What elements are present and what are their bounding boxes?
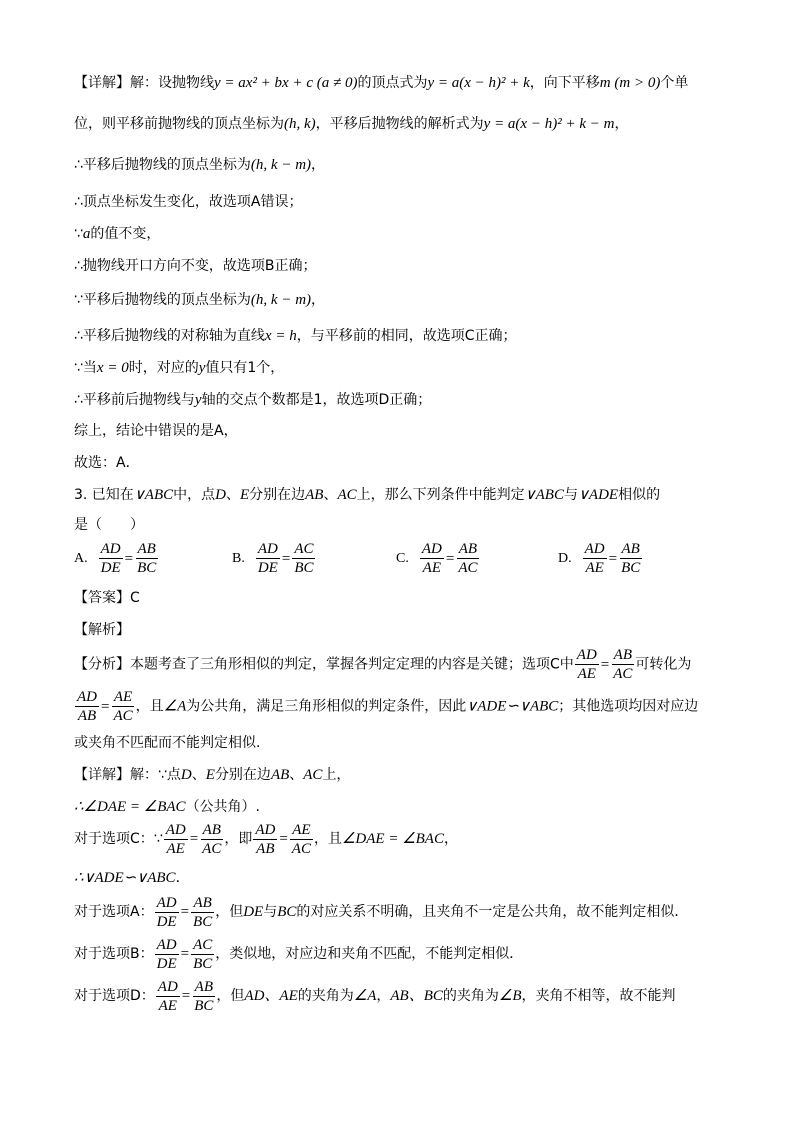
math-vertex-form: y = a(x − h)² + k bbox=[427, 75, 530, 91]
fraction: $\frac{AC}{BC}$ bbox=[294, 541, 314, 576]
math-similar: ∴∨ADE∽∨ABC bbox=[74, 870, 176, 886]
text: ∴平移前后抛物线与 bbox=[74, 392, 195, 408]
text: ∵当 bbox=[74, 360, 97, 376]
text: ，平移后抛物线的解析式为 bbox=[315, 116, 484, 132]
option-a: A. $\frac{AD}{DE}$ = $\frac{AB}{BC}$ bbox=[74, 541, 157, 576]
analysis-line-2: $\frac{AD}{AB}$ = $\frac{AE}{AC}$ ，且∠A为公共角，满足三角形相似的判定条件，因此∨ADE∽∨ABC；其他选项均因对应边 bbox=[77, 689, 699, 724]
text: （公共角）. bbox=[185, 799, 261, 815]
text: 上，那么下列条件中能判定 bbox=[356, 487, 525, 503]
text: 的夹角为 bbox=[442, 988, 499, 1004]
math-parabola: y = ax² + bx + c (a ≠ 0) bbox=[214, 75, 358, 91]
text: 故选：A． bbox=[74, 455, 140, 471]
text: 对于选项B： bbox=[74, 946, 154, 962]
math-shifted: y = a(x − h)² + k − m bbox=[483, 116, 615, 132]
text: ，但 bbox=[215, 904, 244, 920]
analysis-heading bbox=[74, 620, 130, 640]
fraction: $\frac{AC}{BC}$ bbox=[193, 936, 213, 972]
text: 分别在边 bbox=[214, 767, 271, 783]
math-shift: m (m > 0) bbox=[599, 75, 661, 91]
fraction: $\frac{AB}{BC}$ bbox=[194, 978, 214, 1014]
math-new-vertex: (h, k − m) bbox=[250, 292, 312, 308]
math-triangle-abc: ∨ABC bbox=[524, 487, 564, 503]
fraction: $\frac{AD}{AE}$ bbox=[576, 647, 597, 682]
text: 个单 bbox=[660, 75, 689, 91]
option-b: B. $\frac{AD}{DE}$ = $\frac{AC}{BC}$ bbox=[232, 541, 314, 576]
text: ，但 bbox=[216, 988, 245, 1004]
text: 或夹角不匹配而不能判定相似. bbox=[74, 735, 261, 751]
option-label: B. bbox=[232, 550, 245, 566]
text: 相似的 bbox=[618, 487, 661, 503]
text: 的夹角为 bbox=[297, 988, 354, 1004]
option-c-line: 对于选项C：∵ $\frac{AD}{AE}$ = $\frac{AB}{AC}$ ，即 $\frac{AD}{AB}$ = $\frac{AE}{AC}$ ，且∠DAE = ∠BAC， bbox=[74, 821, 458, 857]
text: 位，则平移前抛物线的顶点坐标为 bbox=[74, 116, 284, 132]
detail-line-10 bbox=[74, 390, 431, 410]
detail-line-9 bbox=[74, 358, 284, 378]
math-new-vertex: (h, k − m) bbox=[250, 157, 312, 173]
fraction: $\frac{AD}{AB}$ bbox=[255, 821, 276, 857]
math-angle-b: ∠B bbox=[498, 988, 522, 1004]
math-ad-ae: AD、AE bbox=[244, 988, 298, 1004]
fraction: $\frac{AB}{BC}$ bbox=[621, 541, 641, 576]
text: 与 bbox=[263, 904, 278, 920]
option-label: A. bbox=[74, 550, 88, 566]
text: ，且 bbox=[135, 698, 164, 715]
text: ∴平移后抛物线的对称轴为直线 bbox=[74, 328, 265, 344]
text: 分别在边 bbox=[249, 487, 306, 503]
math-axis: x = h bbox=[264, 328, 297, 344]
math-angle-a: ∠A bbox=[163, 698, 187, 715]
math-de: DE bbox=[243, 904, 264, 920]
math-ab: AB bbox=[270, 767, 290, 783]
detail-line-2 bbox=[74, 114, 628, 134]
text: 是（ ） bbox=[74, 517, 144, 533]
text: 与 bbox=[563, 487, 578, 503]
fraction: $\frac{AB}{AC}$ bbox=[613, 647, 633, 682]
fraction: $\frac{AD}{AE}$ bbox=[157, 978, 178, 1014]
text: 对于选项A： bbox=[74, 904, 154, 920]
text: ， bbox=[376, 988, 391, 1004]
math-ac: AC bbox=[337, 487, 357, 503]
text: ，夹角不相等，故不能判 bbox=[521, 988, 676, 1004]
text: 综上，结论中错误的是A， bbox=[74, 423, 238, 439]
detail-line-4 bbox=[74, 192, 302, 212]
option-d-line: 对于选项D： $\frac{AD}{AE}$ = $\frac{AB}{BC}$ ，但AD、AE的夹角为∠A，AB、BC的夹角为∠B，夹角不相等，故不能判 bbox=[74, 978, 676, 1014]
fraction: $\frac{AE}{AC}$ bbox=[291, 821, 311, 857]
text: 【详解】解：设抛物线 bbox=[74, 75, 214, 91]
detail-line-3: ∴平移后抛物线的顶点坐标为(h, k − m)， bbox=[74, 157, 326, 173]
text: 轴的交点个数都是1，故选项D正确； bbox=[201, 392, 432, 408]
math-triangle-abc: ∨ABC bbox=[133, 487, 174, 503]
text: 【解析】 bbox=[74, 622, 130, 638]
math-bc: BC bbox=[277, 904, 297, 920]
detail-line-7: ∵平移后抛物线的顶点坐标为(h, k − m)， bbox=[74, 292, 326, 308]
math-ac: AC bbox=[303, 767, 323, 783]
math-x0: x = 0 bbox=[96, 360, 129, 376]
detail-line-6 bbox=[74, 256, 317, 276]
text: 【详解】解：∵点 bbox=[74, 767, 181, 783]
text: ，即 bbox=[224, 831, 253, 847]
option-label: C. bbox=[396, 550, 409, 566]
text: ∵平移后抛物线的顶点坐标为 bbox=[74, 292, 251, 308]
question-3-line-1 bbox=[74, 485, 660, 505]
question-3-line-2 bbox=[74, 515, 144, 535]
text: 对于选项D： bbox=[74, 988, 155, 1004]
detail-line-5 bbox=[74, 224, 160, 244]
option-label: D. bbox=[558, 550, 572, 566]
detail-line-12 bbox=[74, 453, 140, 473]
math-angle-eq: ∴∠DAE = ∠BAC bbox=[74, 799, 186, 815]
math-angle-a: ∠A bbox=[353, 988, 377, 1004]
text: 可转化为 bbox=[635, 656, 692, 673]
text: 、 bbox=[323, 487, 338, 503]
text: 上， bbox=[322, 767, 351, 783]
text: 的值不变， bbox=[90, 226, 161, 242]
text: ∴抛物线开口方向不变，故选项B正确； bbox=[74, 258, 317, 274]
fraction: $\frac{AD}{AE}$ bbox=[584, 541, 605, 576]
detail-line-8 bbox=[74, 326, 516, 346]
math-e: E bbox=[205, 767, 215, 783]
fraction: $\frac{AD}{DE}$ bbox=[257, 541, 278, 576]
fraction: $\frac{AB}{BC}$ bbox=[137, 541, 157, 576]
option-d: D. $\frac{AD}{AE}$ = $\frac{AB}{BC}$ bbox=[558, 541, 641, 576]
math-ab: AB bbox=[305, 487, 324, 503]
text: ，类似地，对应边和夹角不匹配，不能判定相似． bbox=[215, 946, 524, 962]
text: ，向下平移 bbox=[529, 75, 600, 91]
analysis-line-3 bbox=[74, 733, 260, 753]
math-triangle-ade: ∨ADE bbox=[577, 487, 619, 503]
text: 的顶点式为 bbox=[357, 75, 428, 91]
text: 【答案】C bbox=[74, 590, 140, 606]
text: ，且 bbox=[313, 831, 342, 847]
detail2-line-2 bbox=[74, 797, 260, 817]
detail-line-1 bbox=[74, 73, 688, 93]
answer-line bbox=[74, 588, 140, 608]
fraction: $\frac{AD}{DE}$ bbox=[156, 936, 177, 972]
math-ab-bc: AB、BC bbox=[390, 988, 443, 1004]
math-similar: ∨ADE∽∨ABC bbox=[466, 698, 559, 715]
math-e: E bbox=[239, 487, 250, 503]
math-y: y bbox=[194, 392, 202, 408]
text: 【分析】本题考查了三角形相似的判定，掌握各判定定理的内容是关键；选项C中 bbox=[74, 656, 574, 673]
fraction: $\frac{AD}{DE}$ bbox=[100, 541, 121, 576]
text: 中，点 bbox=[173, 487, 216, 503]
fraction: $\frac{AB}{BC}$ bbox=[193, 894, 213, 930]
fraction: $\frac{AD}{AE}$ bbox=[421, 541, 442, 576]
text: ， bbox=[614, 116, 629, 132]
text: 、 bbox=[191, 767, 206, 783]
option-c: C. $\frac{AD}{AE}$ = $\frac{AB}{AC}$ bbox=[396, 541, 478, 576]
option-a-line: 对于选项A： $\frac{AD}{DE}$ = $\frac{AB}{BC}$ ，但DE与BC的对应关系不明确，且夹角不一定是公共角，故不能判定相似． bbox=[74, 894, 689, 930]
math-y: y bbox=[198, 360, 206, 376]
text: ；其他选项均因对应边 bbox=[558, 698, 699, 715]
fraction: $\frac{AB}{AC}$ bbox=[458, 541, 478, 576]
text: 、 bbox=[225, 487, 240, 503]
text: 3. 已知在 bbox=[74, 487, 134, 503]
text: 为公共角，满足三角形相似的判定条件，因此 bbox=[186, 698, 467, 715]
detail2-line-1 bbox=[74, 765, 350, 785]
text: ∵ bbox=[74, 226, 83, 242]
math-angle-eq: ∠DAE = ∠BAC bbox=[341, 831, 444, 847]
math-d: D bbox=[215, 487, 226, 503]
fraction: $\frac{AD}{DE}$ bbox=[156, 894, 177, 930]
fraction: $\frac{AD}{AE}$ bbox=[165, 821, 186, 857]
text: 的对应关系不明确，且夹角不一定是公共角，故不能判定相似． bbox=[296, 904, 689, 920]
text: ∴顶点坐标发生变化，故选项A错误； bbox=[74, 194, 303, 210]
fraction: $\frac{AB}{AC}$ bbox=[202, 821, 222, 857]
similar-conclusion: ∴∨ADE∽∨ABC． bbox=[74, 870, 190, 886]
text: 对于选项C：∵ bbox=[74, 831, 163, 847]
text: ， bbox=[443, 831, 458, 847]
analysis-line-1: 【分析】本题考查了三角形相似的判定，掌握各判定定理的内容是关键；选项C中 $\frac{AD}{AE}$ = $\frac{AB}{AC}$ 可转化为 bbox=[74, 647, 692, 682]
option-b-line: 对于选项B： $\frac{AD}{DE}$ = $\frac{AC}{BC}$ ，类似地，对应边和夹角不匹配，不能判定相似． bbox=[74, 936, 524, 972]
text: 值只有1个， bbox=[205, 360, 285, 376]
math-a: a bbox=[82, 226, 91, 242]
math-d: D bbox=[180, 767, 192, 783]
math-vertex: (h, k) bbox=[284, 116, 316, 132]
text: 时，对应的 bbox=[128, 360, 199, 376]
text: ∴平移后抛物线的顶点坐标为 bbox=[74, 157, 251, 173]
detail-line-11 bbox=[74, 421, 238, 441]
text: 、 bbox=[289, 767, 304, 783]
fraction: $\frac{AE}{AC}$ bbox=[113, 689, 133, 724]
fraction: $\frac{AD}{AB}$ bbox=[77, 689, 97, 724]
text: ，与平移前的相同，故选项C正确； bbox=[296, 328, 517, 344]
